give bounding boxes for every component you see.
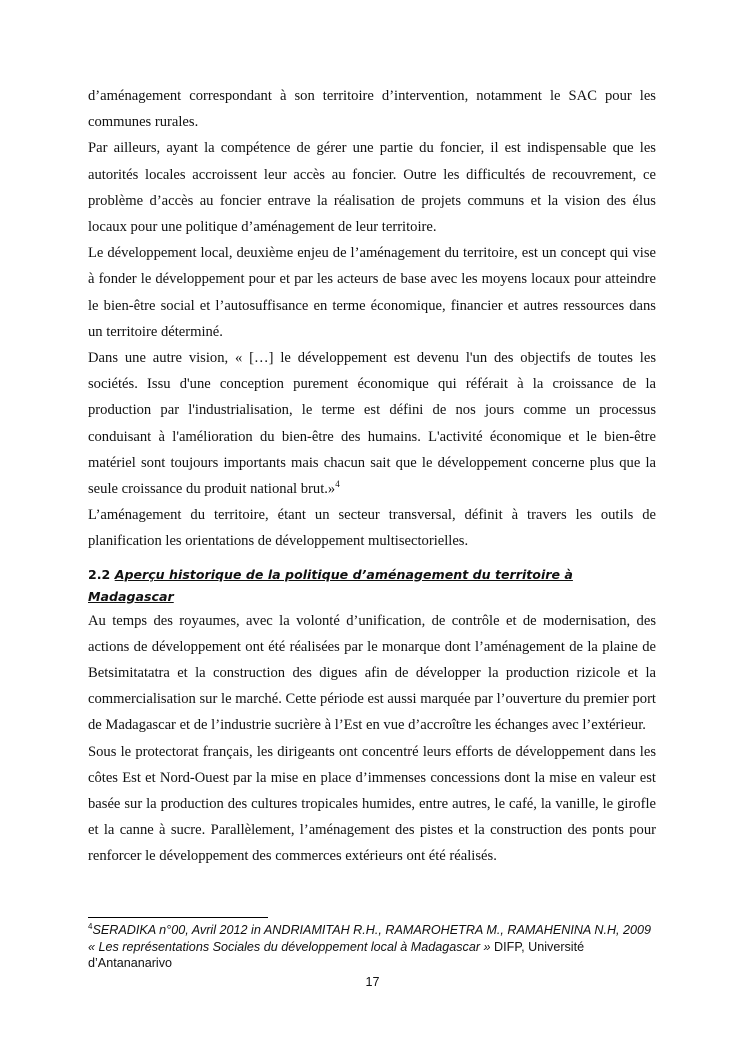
paragraph-2: Par ailleurs, ayant la compétence de gérer une partie du foncier, il est indispensable que les autorités locales accroissent leur accès au foncier. Outre les difficultés de recouvrement, ce problème d’accès au foncier entrave la réalisation de projets communs et la vision des élus locaux pour une politique d’aménagement de leur territoire. (88, 140, 656, 236)
section-title: Aperçu historique de la politique d’aménagement du territoire à Madagascar (88, 566, 573, 604)
footnote-citation: SERADIKA n°00, Avril 2012 in ANDRIAMITAH R.H., RAMAROHETRA M., RAMAHENINA N.H, 2009 « Les représentations Sociales du développement local à Madagascar » (88, 923, 652, 954)
footnote (88, 922, 658, 972)
paragraph-1: d’aménagement correspondant à son territoire d’intervention, notamment le SAC pour les communes rurales. (88, 88, 656, 131)
footnote-source: DIFP, Université d’Antananarivo (88, 939, 585, 971)
paragraph-4-text: Dans une autre vision, « […] le développement est devenu l'un des objectifs de toutes les sociétés. Issu d'une conception purement économique qui référait à la croissance de la production par l'industrialisation, le terme est défini de nos jours comme un processus conduisant à l'amélioration du bien-être des humains. L'activité économique et le bien-être matériel sont toujours importants mais chacun sait que le développement concerne plus que la seule croissance du produit national brut.» (88, 350, 656, 498)
footnote-reference: 4 (335, 479, 340, 490)
paragraph-4 (88, 345, 656, 502)
page-number: 17 (365, 975, 380, 989)
footnote-number: 4 (88, 921, 93, 931)
document-body (88, 83, 656, 870)
section-paragraph-1: Au temps des royaumes, avec la volonté d’unification, de contrôle et de modernisation, des actions de développement ont été réalisées par le monarque dont l’aménagement de la plaine de Betsimitatatra et la construction des digues afin de développer la production rizicole et la commercialisation sur le marché. Cette période est aussi marquée par l’ouverture du premier port de Madagascar et de l’industrie sucrière à l’Est en vue d’accroître les échanges avec l’extérieur. (88, 612, 656, 734)
footnote-separator (88, 917, 268, 918)
section-number: 2.2 (88, 566, 111, 582)
paragraph-3: Le développement local, deuxième enjeu de l’aménagement du territoire, est un concept qui vise à fonder le développement pour et par les acteurs de base avec les moyens locaux pour atteindre le bien-être social et l’autosuffisance en terme économique, financier et autres ressources dans un territoire déterminé. (88, 245, 656, 340)
paragraph-5: L’aménagement du territoire, étant un secteur transversal, définit à travers les outils de planification les orientations de développement multisectorielles. (88, 507, 656, 550)
section-paragraph-2: Sous le protectorat français, les dirigeants ont concentré leurs efforts de développement dans les côtes Est et Nord-Ouest par la mise en place d’immenses concessions dont la mise en valeur est basée sur la production des cultures tropicales humides, entre autres, le café, la vanille, le girofle et la canne à sucre. Parallèlement, l’aménagement des pistes et la construction des ponts pour renforcer le développement des commerces extérieurs ont été réalisés. (88, 743, 656, 865)
section-heading (88, 564, 656, 608)
